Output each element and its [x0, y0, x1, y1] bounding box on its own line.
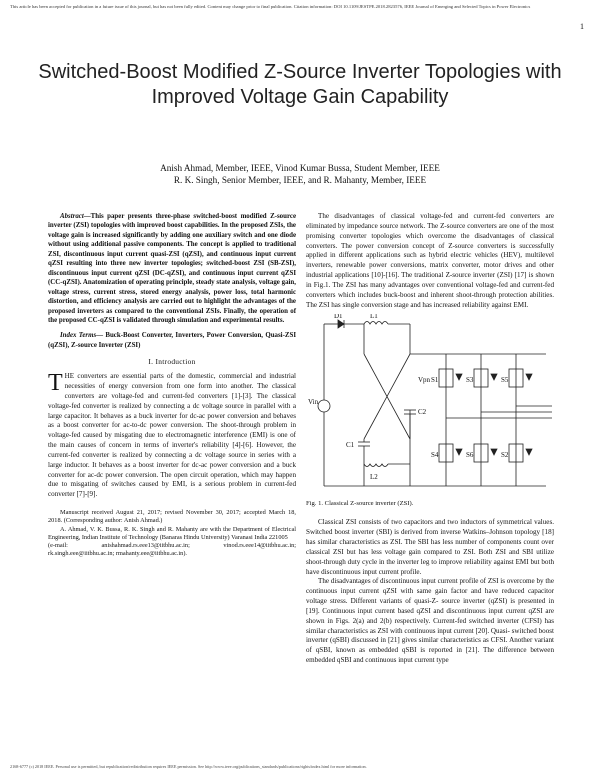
- label-l1: L1: [370, 314, 378, 321]
- zsi-circuit-diagram: [306, 314, 554, 494]
- figure-caption: Fig. 1. Classical Z-source inverter (ZSI).: [306, 500, 414, 508]
- left-column: [48, 212, 296, 558]
- label-s5: S5: [501, 376, 509, 385]
- intro-text: HE converters are essential parts of the domestic, commercial and industrial necessities of energy conversion from one form into another. The classical converters are voltage-fed and current-fed converters [1]-[3]. The classical voltage-fed converter is realized by connecting a dc voltage source in parallel with a large capacitor. It behaves as a buck inverter for dc-ac power conversion and behaves as a boost converter for ac-to-dc power conversion. The shoot-through problem in voltage-fed caused by misgating due to electromagnetic interference (EMI) is one of the main causes of concern in terms of inverter's reliability [4]-[6]. However, the current-fed converter is realized by connecting a dc voltage source in series with a large inductor. It behaves as a boost inverter for dc-ac power conversion and a buck converter for ac-dc power conversion. The open circuit operation, which may happen due to misgating of switches caused by EMI, is a serious problem in current-fed converter [7]-[9].: [48, 372, 296, 499]
- inverter-bridge: [439, 354, 552, 486]
- label-s2: S2: [501, 451, 509, 460]
- label-vpn: Vpn: [418, 376, 431, 385]
- label-d1: D1: [334, 314, 343, 321]
- author-line-1: Anish Ahmad, Member, IEEE, Vinod Kumar Bussa, Student Member, IEEE: [160, 163, 440, 173]
- right-paragraph-2: Classical ZSI consists of two capacitors and two inductors of symmetrical values. Switched boost inverter (SBI) is derived from inverse Watkins–Johnson topology [18] has similar characteristics as ZSI. The SBI has less number of components count over classical ZSI but has less voltage gain compared to ZSI. Both ZSI and SBI utilize shoot-through duty cycle in the inverter leg to improve reliability against EMI but both have discontinuous input current profile.: [306, 518, 554, 576]
- footnote-affiliation: A. Ahmad, V. K. Bussa, R. K. Singh and R. Mahanty are with the Department of Electrical Engineering, Indian Institute of Technology (Banaras Hindu University) Varanasi India 221005: [48, 525, 296, 541]
- label-s3: S3: [466, 376, 474, 385]
- footnote-emails: (e-mail: anishahmad.rs.eee13@iitbhu.ac.in; vinod.rs.eee14@iitbhu.ac.in; rk.singh.eee@iitbhu.ac.in; rmahanty.eee@iitbhu.ac.in).: [48, 541, 296, 558]
- copyright-footer: 2168-6777 (c) 2018 IEEE. Personal use is permitted, but republication/redistribution requires IEEE permission. See http://www.ieee.org/publications_standards/publications/rights/index.html for more information.: [10, 764, 367, 769]
- journal-header-notice: This article has been accepted for publication in a future issue of this journal, but has not been fully edited. Content may change prior to final publication. Citation information: DOI 10.1109/JESTPE.2018.2823576, IEEE Journal of Emerging and Selected Topics in Power Electronics: [10, 4, 531, 9]
- label-s1: S1: [431, 376, 439, 385]
- paper-title: Switched-Boost Modified Z-Source Inverter Topologies with Improved Voltage Gain Capability: [38, 61, 562, 108]
- right-column: [306, 212, 554, 666]
- author-block: [0, 162, 600, 186]
- abstract-text: —This paper presents three-phase switched-boost modified Z-source inverter (ZSI) topologies with improved boost capabilities. In the proposed ZSIs, the voltage gain is increased significantly by adding one auxiliary switch and one diode without using additional passive components. The concept is applied to traditional ZSI, discontinuous input current quasi-ZSI (qZSI), and continuous input current qZSI resulting into three new inverter topologies; switched-boost ZSI (SB-ZSI), discontinuous input current qZSI (DC-qZSI), and continuous input current qZSI (CC-qZSI). Anatomization of operating principle, steady state analysis, voltage gain, voltage stress, current stress, stored energy analysis, power loss, total harmonic distortion, and efficiency analysis are carried out to highlight the advantages of the proposed inverters as compared to the conventional ZSIs. Finally, the operation of the proposed CC-qZSI is validated through simulation and experimental results.: [48, 213, 296, 324]
- abstract-label: Abstract: [60, 213, 84, 220]
- label-vin: Vin: [308, 398, 319, 407]
- footnote-received: Manuscript received August 21, 2017; revised November 30, 2017; accepted March 18, 2018. (Corresponding author: Anish Ahmad.): [48, 509, 296, 525]
- author-line-2: R. K. Singh, Senior Member, IEEE, and R. Mahanty, Member, IEEE: [173, 175, 427, 185]
- section-heading-introduction: I. Introduction: [148, 357, 196, 367]
- right-paragraph-3: The disadvantages of discontinuous input current profile of ZSI is overcome by the continuous input current qZSI with same gain factor and have reduced capacitor voltage stress. Different variants of quasi-Z- source inverter (qZSI) is presented in [19]. Continuous input current based qZSI and discontinuous input current qZSI are shown in Figs. 2(a) and 2(b) respectively. Current-fed switched inverter (CFSI) has similar characteristics as ZSI with continuous input current [20]. Quasi- switched boost inverter (qSBI) discussed in [21] gives similar characteristics as CFSI. Another variant of qSBI, known as embedded qSBI is reported in [21]. The difference between embedded qSBI and continuous input current type: [306, 577, 555, 665]
- drop-cap: T: [48, 370, 63, 397]
- page-number: 1: [580, 22, 584, 31]
- right-paragraph-1: The disadvantages of classical voltage-fed and current-fed converters are eliminated by impedance source network. The Z-source converters are one of the most promising converter topologies which overcome the disadvantages of classical converters. The power conversion concept of Z-source converters is successfully applied in different applications such as hybrid electric vehicles (HEV), multilevel inverters, renewable power conversions, matrix converter, motor drives and other industrial applications [10]-[16]. The traditional Z-source inverter (ZSI) [17] is shown in Fig.1. The ZSI has many advantages over conventional voltage-fed and current-fed converters which includes buck-boost and inherent shoot-through protection abilities. The ZSI has single conversion stage and has increased reliability against EMI.: [306, 212, 554, 309]
- dc-source-symbol: [318, 400, 330, 412]
- index-terms: [48, 331, 296, 350]
- index-terms-text: — Buck-Boost Converter, Inverters, Power Conversion, Quasi-ZSI (qZSI), Z-source Inverter (ZSI): [48, 332, 296, 349]
- index-terms-label: Index Terms: [60, 332, 97, 340]
- inductor-l1-symbol: [364, 322, 388, 325]
- label-c1: C1: [346, 441, 355, 450]
- label-s6: S6: [466, 451, 474, 460]
- label-c2: C2: [418, 408, 427, 417]
- diode-d1-symbol: [338, 320, 344, 328]
- intro-paragraph: [48, 372, 296, 500]
- abstract: [48, 212, 296, 325]
- label-l2: L2: [370, 473, 378, 482]
- label-s4: S4: [431, 451, 439, 460]
- inductor-l2-symbol: [364, 464, 388, 467]
